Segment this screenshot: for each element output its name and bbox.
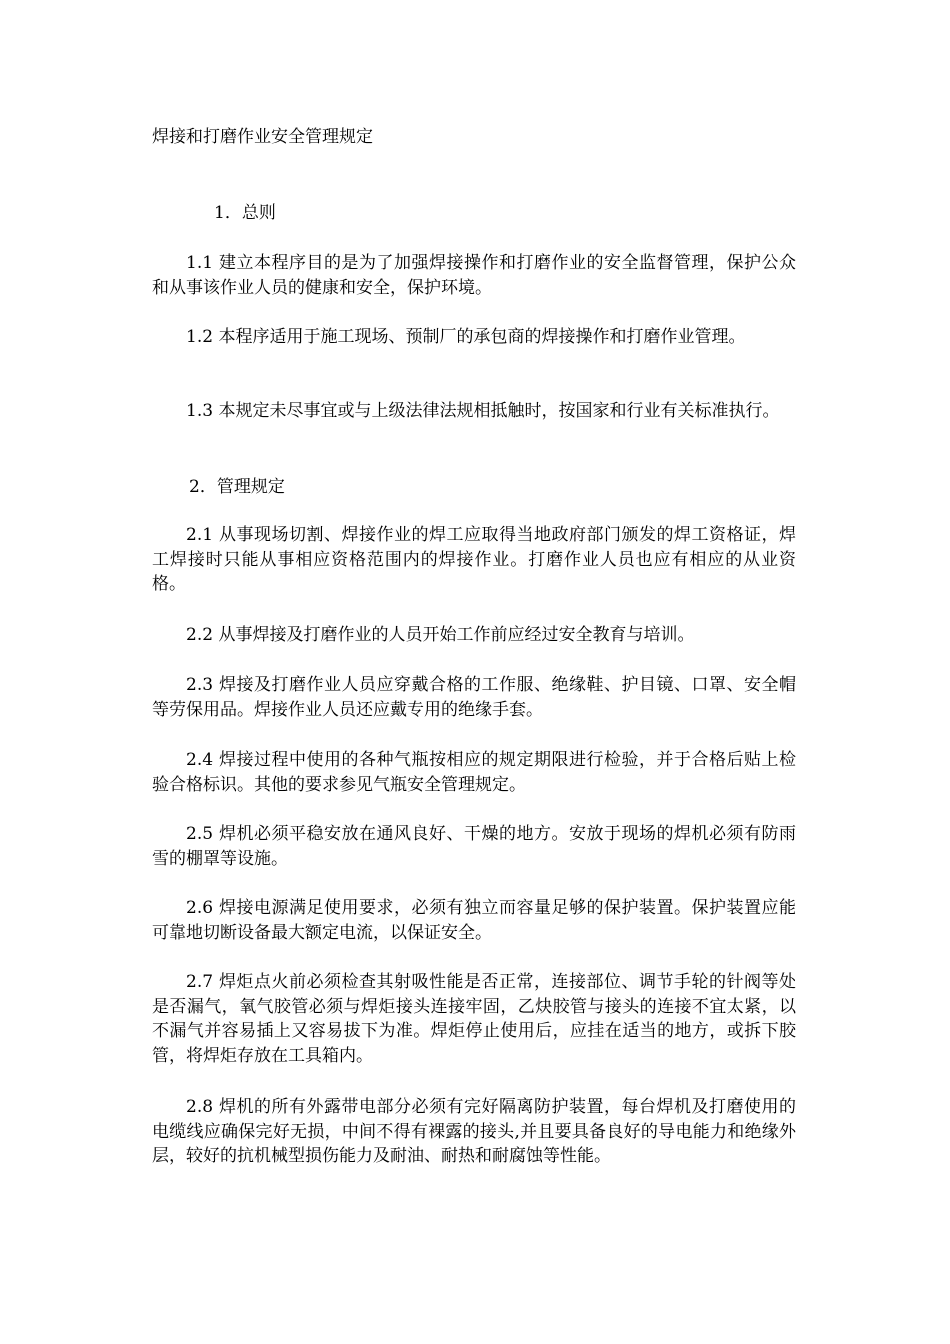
section-heading-general: 1．总则 bbox=[214, 203, 276, 223]
paragraph-2-4: 2.4 焊接过程中使用的各种气瓶按相应的规定期限进行检验，并于合格后贴上检验合格标识。其他的要求参见气瓶安全管理规定。 bbox=[152, 750, 796, 795]
paragraph-2-1: 2.1 从事现场切割、焊接作业的焊工应取得当地政府部门颁发的焊工资格证，焊工焊接时只能从事相应资格范围内的焊接作业。打磨作业人员也应有相应的从业资格。 bbox=[152, 525, 796, 594]
paragraph-2-2: 2.2 从事焊接及打磨作业的人员开始工作前应经过安全教育与培训。 bbox=[186, 625, 695, 645]
paragraph-2-5: 2.5 焊机必须平稳安放在通风良好、干燥的地方。安放于现场的焊机必须有防雨雪的棚罩等设施。 bbox=[152, 824, 796, 869]
section-heading-management: 2．管理规定 bbox=[189, 477, 285, 497]
paragraph-2-8: 2.8 焊机的所有外露带电部分必须有完好隔离防护装置，每台焊机及打磨使用的电缆线应确保完好无损，中间不得有裸露的接头,并且要具备良好的导电能力和绝缘外层，较好的抗机械型损伤能力及耐油、耐热和耐腐蚀等性能。 bbox=[152, 1097, 796, 1166]
paragraph-1-3: 1.3 本规定未尽事宜或与上级法律法规相抵触时，按国家和行业有关标准执行。 bbox=[186, 401, 780, 421]
document-title: 焊接和打磨作业安全管理规定 bbox=[152, 127, 373, 147]
paragraph-2-6: 2.6 焊接电源满足使用要求，必须有独立而容量足够的保护装置。保护装置应能可靠地切断设备最大额定电流，以保证安全。 bbox=[152, 898, 796, 943]
paragraph-2-3: 2.3 焊接及打磨作业人员应穿戴合格的工作服、绝缘鞋、护目镜、口罩、安全帽等劳保用品。焊接作业人员还应戴专用的绝缘手套。 bbox=[152, 675, 796, 720]
paragraph-1-1: 1.1 建立本程序目的是为了加强焊接操作和打磨作业的安全监督管理，保护公众和从事该作业人员的健康和安全，保护环境。 bbox=[152, 253, 796, 298]
paragraph-2-7: 2.7 焊炬点火前必须检查其射吸性能是否正常，连接部位、调节手轮的针阀等处是否漏气，氧气胶管必须与焊炬接头连接牢固，乙炔胶管与接头的连接不宜太紧，以不漏气并容易插上又容易拔下为准。焊炬停止使用后，应挂在适当的地方，或拆下胶管，将焊炬存放在工具箱内。 bbox=[152, 972, 796, 1066]
paragraph-1-2: 1.2 本程序适用于施工现场、预制厂的承包商的焊接操作和打磨作业管理。 bbox=[186, 327, 746, 347]
